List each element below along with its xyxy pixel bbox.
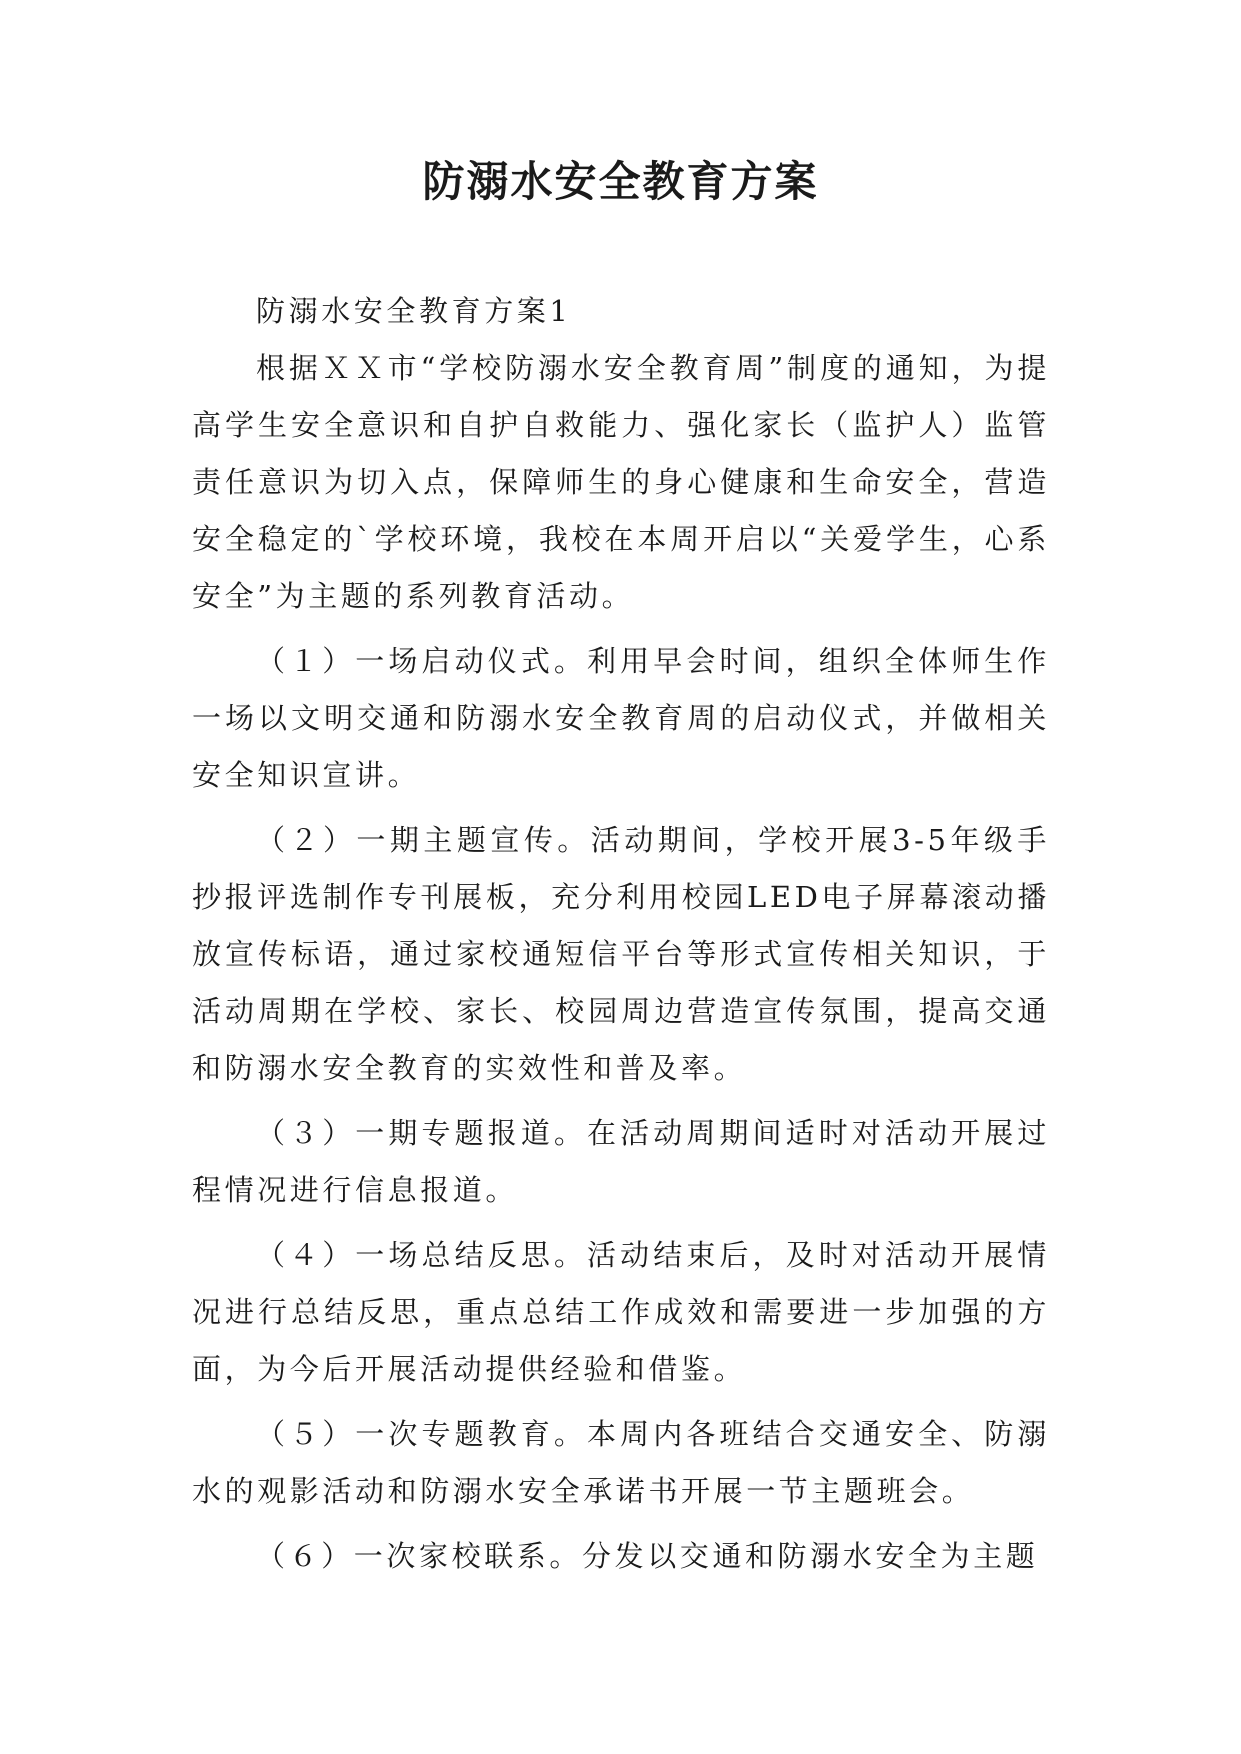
paragraph-item-6: （６）一次家校联系。分发以交通和防溺水安全为主题	[256, 1539, 1039, 1573]
paragraph-intro: 根据ＸＸ市“学校防溺水安全教育周”制度的通知，为提高学生安全意识和自护自救能力、强化家长（监护人）监管责任意识为切入点，保障师生的身心健康和生命安全，营造安全稳定的`学校环境，我校在本周开启以“关爱学生，心系安全”为主题的系列教育活动。	[192, 351, 1050, 613]
paragraph-item-4: （４）一场总结反思。活动结束后，及时对活动开展情况进行总结反思，重点总结工作成效和需要进一步加强的方面，为今后开展活动提供经验和借鉴。	[192, 1238, 1050, 1386]
section-subtitle: 防溺水安全教育方案1	[256, 294, 572, 328]
paragraph-item-3: （３）一期专题报道。在活动周期间适时对活动开展过程情况进行信息报道。	[192, 1116, 1050, 1207]
document-title: 防溺水安全教育方案	[422, 157, 819, 206]
paragraph-item-5: （５）一次专题教育。本周内各班结合交通安全、防溺水的观影活动和防溺水安全承诺书开展一节主题班会。	[192, 1417, 1050, 1508]
paragraph-item-1: （１）一场启动仪式。利用早会时间，组织全体师生作一场以文明交通和防溺水安全教育周的启动仪式，并做相关安全知识宣讲。	[192, 644, 1050, 792]
paragraph-item-2: （２）一期主题宣传。活动期间，学校开展3-5年级手抄报评选制作专刊展板，充分利用校园LED电子屏幕滚动播放宣传标语，通过家校通短信平台等形式宣传相关知识，于活动周期在学校、家长、校园周边营造宣传氛围，提高交通和防溺水安全教育的实效性和普及率。	[192, 823, 1050, 1085]
document-body	[192, 283, 1050, 1585]
